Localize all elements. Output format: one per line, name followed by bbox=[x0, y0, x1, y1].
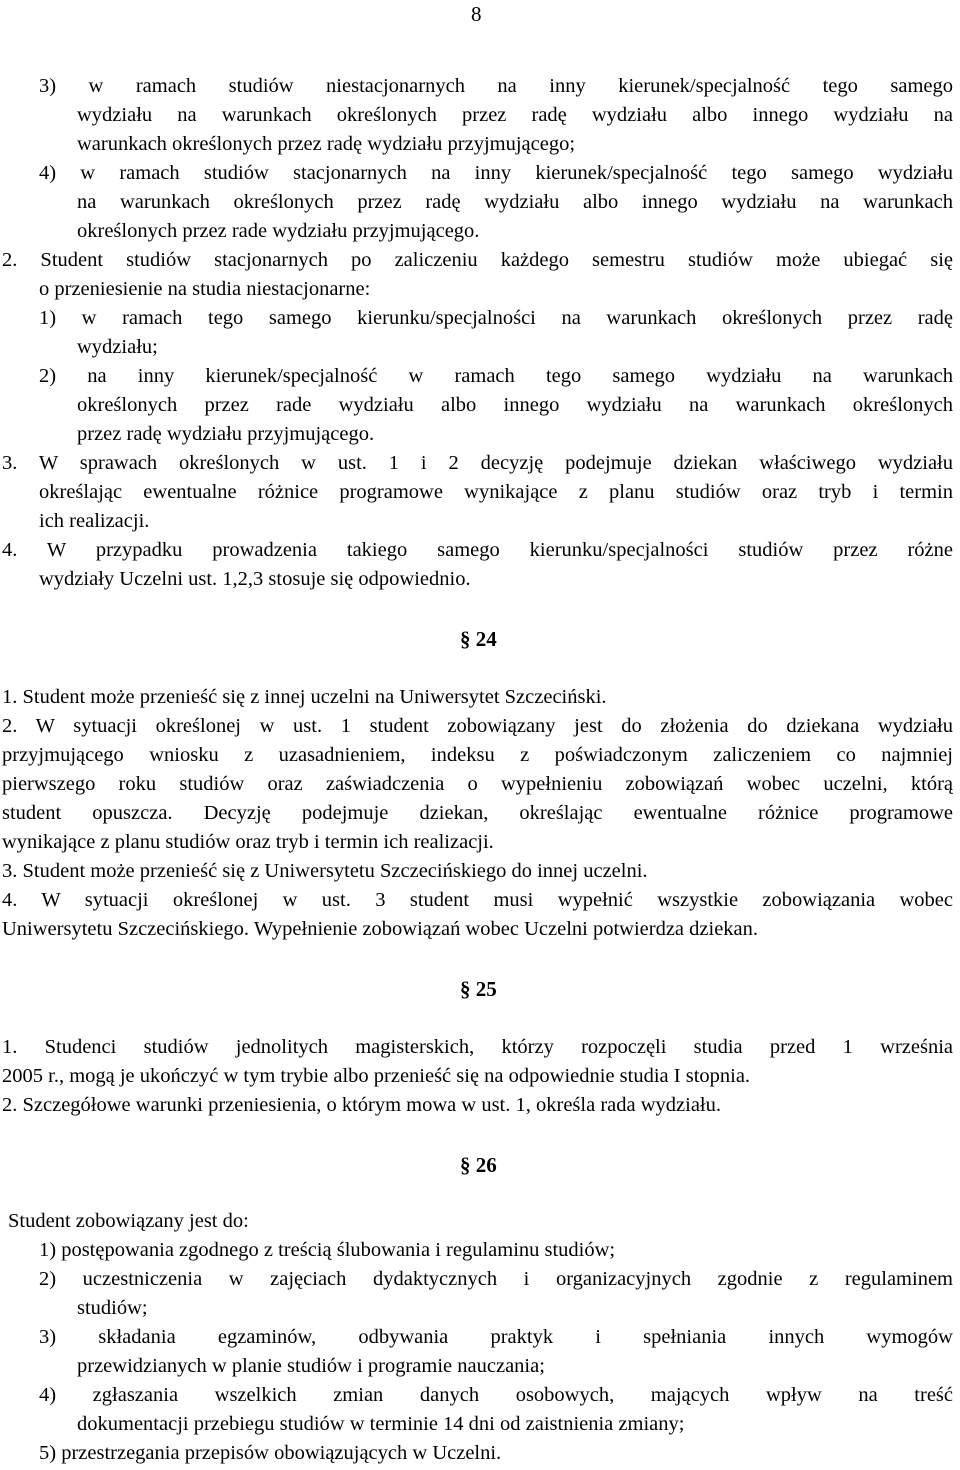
list-item-continuation: studiów; bbox=[77, 1297, 148, 1319]
list-item: 1) postępowania zgodnego z treścią ślubowania i regulaminu studiów; bbox=[39, 1239, 616, 1261]
text-line: 1) w ramach tego samego kierunku/specjalności na warunkach określonych przez radę bbox=[39, 307, 953, 329]
text-line: 2005 r., mogą je ukończyć w tym trybie albo przenieść się na odpowiednie studia I stopnia. bbox=[2, 1065, 751, 1087]
text-line: na warunkach określonych przez radę wydziału albo innego wydziału na warunkach bbox=[77, 191, 953, 213]
text-line: przez radę wydziału przyjmującego. bbox=[77, 423, 375, 445]
text-line: określonych przez rade wydziału albo innego wydziału na warunkach określonych bbox=[77, 394, 953, 416]
list-item-continuation: przewidzianych w planie studiów i programie nauczania; bbox=[77, 1355, 545, 1377]
list-item: 2) uczestniczenia w zajęciach dydaktycznych i organizacyjnych zgodnie z regulaminem bbox=[39, 1268, 953, 1290]
text-line: określonych przez rade wydziału przyjmującego. bbox=[77, 220, 480, 242]
section-heading-24: § 24 bbox=[460, 627, 497, 651]
text-line: 2. Szczegółowe warunki przeniesienia, o którym mowa w ust. 1, określa rada wydziału. bbox=[2, 1094, 721, 1116]
text-line: pierwszego roku studiów oraz zaświadczenia o wypełnieniu zobowiązań wobec uczelni, którą bbox=[2, 773, 953, 795]
text-line: 4. W przypadku prowadzenia takiego samego kierunku/specjalności studiów przez różne bbox=[2, 539, 953, 561]
list-item: 5) przestrzegania przepisów obowiązujących w Uczelni. bbox=[39, 1442, 502, 1464]
text-line: Student zobowiązany jest do: bbox=[8, 1210, 249, 1232]
text-line: wydziału na warunkach określonych przez radę wydziału albo innego wydziału na bbox=[77, 104, 953, 126]
list-item-continuation: dokumentacji przebiegu studiów w terminie 14 dni od zaistnienia zmiany; bbox=[77, 1413, 685, 1435]
text-line: 2) na inny kierunek/specjalność w ramach tego samego wydziału na warunkach bbox=[39, 365, 953, 387]
text-line: 1. Studenci studiów jednolitych magisterskich, którzy rozpoczęli studia przed 1 września bbox=[2, 1036, 953, 1058]
text-line: wydziału; bbox=[77, 336, 158, 358]
list-item: 4) zgłaszania wszelkich zmian danych osobowych, mających wpływ na treść bbox=[39, 1384, 953, 1406]
text-line: określając ewentualne różnice programowe wynikające z planu studiów oraz tryb i termin bbox=[39, 481, 953, 503]
text-line: 2. Student studiów stacjonarnych po zaliczeniu każdego semestru studiów może ubiegać się bbox=[2, 249, 953, 271]
text-line: 4. W sytuacji określonej w ust. 3 student musi wypełnić wszystkie zobowiązania wobec bbox=[2, 889, 953, 911]
text-line: 4) w ramach studiów stacjonarnych na inny kierunek/specjalność tego samego wydziału bbox=[39, 162, 953, 184]
text-line: wydziały Uczelni ust. 1,2,3 stosuje się odpowiednio. bbox=[39, 568, 471, 590]
text-line: przyjmującego wniosku z uzasadnieniem, indeksu z poświadczonym zaliczeniem co najmniej bbox=[2, 744, 953, 766]
text-line: Uniwersytetu Szczecińskiego. Wypełnienie zobowiązań wobec Uczelni potwierdza dziekan. bbox=[2, 918, 759, 940]
text-line: warunkach określonych przez radę wydziału przyjmującego; bbox=[77, 133, 576, 155]
section-heading-25: § 25 bbox=[460, 977, 497, 1001]
text-line: 3) w ramach studiów niestacjonarnych na inny kierunek/specjalność tego samego bbox=[39, 75, 953, 97]
text-line: o przeniesienie na studia niestacjonarne: bbox=[39, 278, 371, 300]
list-item: 3) składania egzaminów, odbywania praktyk i spełniania innych wymogów bbox=[39, 1326, 953, 1348]
text-line: ich realizacji. bbox=[39, 510, 150, 532]
text-line: 3. W sprawach określonych w ust. 1 i 2 decyzję podejmuje dziekan właściwego wydziału bbox=[2, 452, 953, 474]
section-heading-26: § 26 bbox=[460, 1153, 497, 1177]
page-number: 8 bbox=[471, 2, 482, 26]
text-line: student opuszcza. Decyzję podejmuje dziekan, określając ewentualne różnice programowe bbox=[2, 802, 953, 824]
text-line: 2. W sytuacji określonej w ust. 1 student zobowiązany jest do złożenia do dziekana wydziału bbox=[2, 715, 953, 737]
text-line: 1. Student może przenieść się z innej uczelni na Uniwersytet Szczeciński. bbox=[2, 686, 607, 708]
text-line: wynikające z planu studiów oraz tryb i termin ich realizacji. bbox=[2, 831, 494, 853]
text-line: 3. Student może przenieść się z Uniwersytetu Szczecińskiego do innej uczelni. bbox=[2, 860, 648, 882]
